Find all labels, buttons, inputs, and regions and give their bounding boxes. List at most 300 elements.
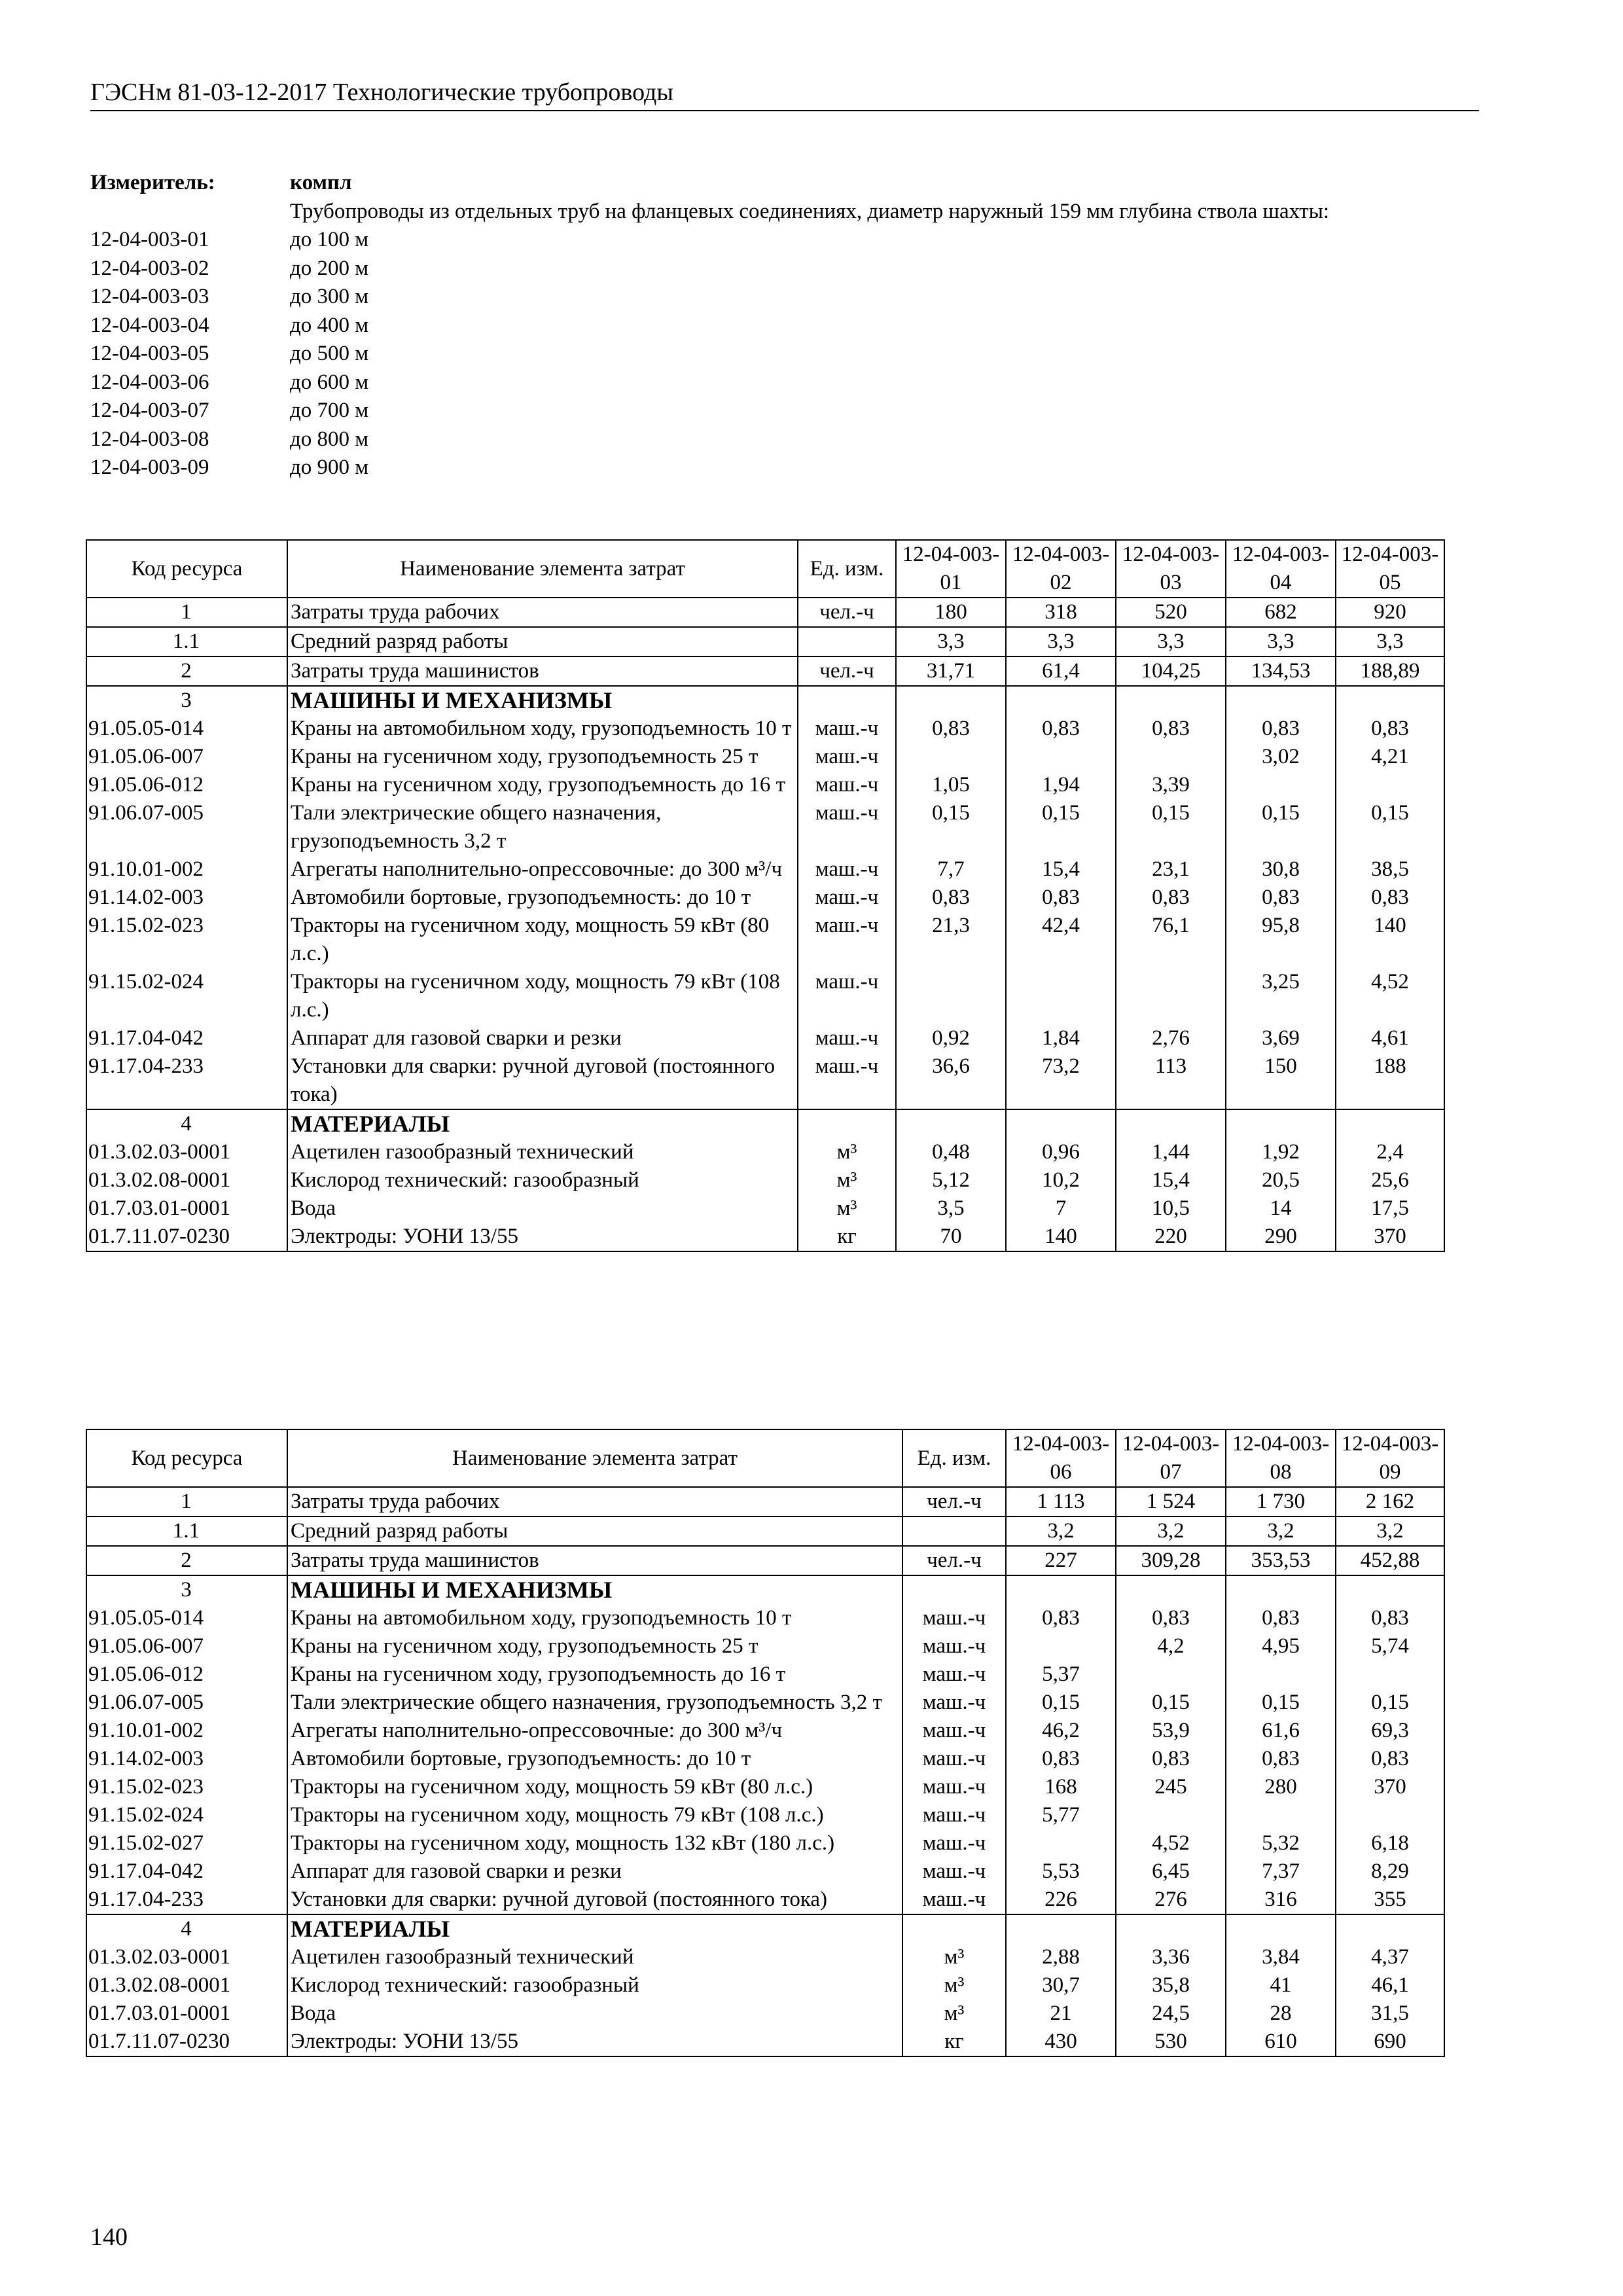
unit-of-measure: маш.-ч bbox=[902, 1604, 1006, 1632]
unit-of-measure: маш.-ч bbox=[902, 1886, 1006, 1914]
value-cell: 3,36 bbox=[1116, 1943, 1226, 1971]
value-cell: 5,77 bbox=[1006, 1801, 1116, 1829]
resource-code: 01.3.02.03-0001 bbox=[86, 1138, 287, 1166]
cost-element-name: МАТЕРИАЛЫ bbox=[287, 1914, 902, 1943]
value-cell: 3,2 bbox=[1006, 1516, 1116, 1546]
value-cell: 46,2 bbox=[1006, 1717, 1116, 1745]
resource-code: 2 bbox=[86, 656, 287, 686]
column-header: Код ресурса bbox=[86, 540, 287, 598]
resource-code: 91.05.06-012 bbox=[86, 1660, 287, 1689]
resource-code: 01.3.02.08-0001 bbox=[86, 1166, 287, 1194]
cost-element-name: МАТЕРИАЛЫ bbox=[287, 1109, 798, 1138]
unit-of-measure: маш.-ч bbox=[902, 1801, 1006, 1829]
column-header: 12-04-003-09 bbox=[1336, 1429, 1444, 1487]
unit-of-measure: маш.-ч bbox=[798, 968, 896, 1024]
value-cell: 3,5 bbox=[896, 1194, 1006, 1223]
resource-code: 91.15.02-023 bbox=[86, 912, 287, 968]
meter-item-text: до 900 м bbox=[290, 456, 369, 479]
cost-element-name: Агрегаты наполнительно-опрессовочные: до 300 м³/ч bbox=[287, 855, 798, 884]
value-cell: 0,15 bbox=[1226, 1689, 1336, 1717]
value-cell: 70 bbox=[896, 1223, 1006, 1251]
meter-item bbox=[90, 312, 1479, 340]
resource-code: 01.7.03.01-0001 bbox=[86, 1194, 287, 1223]
cost-element-name: Краны на гусеничном ходу, грузоподъемность 25 т bbox=[287, 1632, 902, 1660]
meter-item bbox=[90, 368, 1479, 397]
value-cell: 3,3 bbox=[1336, 627, 1444, 656]
resource-code: 91.05.06-007 bbox=[86, 1632, 287, 1660]
value-cell: 3,2 bbox=[1116, 1516, 1226, 1546]
unit-of-measure: м³ bbox=[798, 1194, 896, 1223]
value-cell: 276 bbox=[1116, 1886, 1226, 1914]
value-cell: 8,29 bbox=[1336, 1857, 1444, 1886]
value-cell: 7,7 bbox=[896, 855, 1006, 884]
value-cell: 682 bbox=[1226, 598, 1336, 627]
meter-item-code: 12-04-003-03 bbox=[90, 285, 209, 308]
value-cell: 0,15 bbox=[1116, 1689, 1226, 1717]
value-cell: 188,89 bbox=[1336, 656, 1444, 686]
value-cell: 3,39 bbox=[1116, 771, 1226, 799]
unit-of-measure bbox=[902, 1516, 1006, 1546]
cost-element-name: Тракторы на гусеничном ходу, мощность 79 кВт (108 л.с.) bbox=[287, 1801, 902, 1829]
unit-of-measure: маш.-ч bbox=[798, 715, 896, 743]
cost-element-name: МАШИНЫ И МЕХАНИЗМЫ bbox=[287, 686, 798, 715]
value-cell bbox=[1006, 1632, 1116, 1660]
value-cell: 3,3 bbox=[896, 627, 1006, 656]
unit-of-measure: м³ bbox=[902, 2000, 1006, 2028]
resource-code: 1 bbox=[86, 598, 287, 627]
table-row bbox=[86, 855, 1444, 884]
meter-item-text: до 800 м bbox=[290, 427, 369, 451]
value-cell: 0,83 bbox=[1116, 1745, 1226, 1773]
value-cell: 226 bbox=[1006, 1886, 1116, 1914]
cost-element-name: Краны на гусеничном ходу, грузоподъемность 25 т bbox=[287, 743, 798, 771]
meter-unit: компл bbox=[290, 171, 352, 194]
meter-row bbox=[90, 169, 1479, 198]
cost-element-name: Аппарат для газовой сварки и резки bbox=[287, 1024, 798, 1052]
unit-of-measure: чел.-ч bbox=[902, 1487, 1006, 1516]
meter-item bbox=[90, 425, 1479, 454]
value-cell: 227 bbox=[1006, 1546, 1116, 1575]
value-cell: 0,83 bbox=[1006, 1745, 1116, 1773]
table-row bbox=[86, 715, 1444, 743]
table-row bbox=[86, 1604, 1444, 1632]
cost-element-name: Тали электрические общего назначения, грузоподъемность 3,2 т bbox=[287, 799, 798, 855]
table-row bbox=[86, 1546, 1444, 1575]
resource-code: 1.1 bbox=[86, 1516, 287, 1546]
column-header: 12-04-003-05 bbox=[1336, 540, 1444, 598]
value-cell bbox=[1006, 743, 1116, 771]
resource-code: 91.15.02-023 bbox=[86, 1773, 287, 1801]
value-cell: 5,32 bbox=[1226, 1829, 1336, 1857]
value-cell: 7,37 bbox=[1226, 1857, 1336, 1886]
value-cell: 61,6 bbox=[1226, 1717, 1336, 1745]
table-row bbox=[86, 771, 1444, 799]
resource-code: 01.7.11.07-0230 bbox=[86, 2028, 287, 2056]
meter-item-text: до 200 м bbox=[290, 256, 369, 280]
value-cell: 0,83 bbox=[1116, 1604, 1226, 1632]
resource-code: 91.05.05-014 bbox=[86, 1604, 287, 1632]
cost-element-name: Установки для сварки: ручной дуговой (постоянного тока) bbox=[287, 1886, 902, 1914]
value-cell bbox=[1006, 968, 1116, 1024]
column-header: 12-04-003-06 bbox=[1006, 1429, 1116, 1487]
table-row bbox=[86, 686, 1444, 715]
cost-element-name: Электроды: УОНИ 13/55 bbox=[287, 1223, 798, 1251]
value-cell: 4,52 bbox=[1116, 1829, 1226, 1857]
cost-element-name: Краны на гусеничном ходу, грузоподъемность до 16 т bbox=[287, 771, 798, 799]
value-cell: 290 bbox=[1226, 1223, 1336, 1251]
value-cell: 0,83 bbox=[1226, 1745, 1336, 1773]
table-row bbox=[86, 1857, 1444, 1886]
resource-table-2 bbox=[86, 1429, 1445, 2057]
value-cell: 0,83 bbox=[896, 884, 1006, 912]
value-cell: 0,83 bbox=[1006, 884, 1116, 912]
resource-code: 91.14.02-003 bbox=[86, 1745, 287, 1773]
value-cell bbox=[1116, 1801, 1226, 1829]
table-row bbox=[86, 968, 1444, 1024]
unit-of-measure bbox=[798, 1109, 896, 1138]
value-cell: 430 bbox=[1006, 2028, 1116, 2056]
column-header: 12-04-003-01 bbox=[896, 540, 1006, 598]
unit-of-measure: маш.-ч bbox=[902, 1632, 1006, 1660]
value-cell: 3,3 bbox=[1226, 627, 1336, 656]
value-cell bbox=[1006, 1575, 1116, 1604]
value-cell: 0,96 bbox=[1006, 1138, 1116, 1166]
value-cell bbox=[1336, 686, 1444, 715]
table-row bbox=[86, 598, 1444, 627]
value-cell: 28 bbox=[1226, 2000, 1336, 2028]
value-cell: 3,84 bbox=[1226, 1943, 1336, 1971]
table-row bbox=[86, 1943, 1444, 1971]
value-cell: 0,83 bbox=[1226, 884, 1336, 912]
unit-of-measure bbox=[902, 1575, 1006, 1604]
resource-code: 91.17.04-042 bbox=[86, 1024, 287, 1052]
meter-item-code: 12-04-003-01 bbox=[90, 228, 209, 251]
value-cell: 0,83 bbox=[1116, 884, 1226, 912]
resource-code: 2 bbox=[86, 1546, 287, 1575]
cost-element-name: Тракторы на гусеничном ходу, мощность 132 кВт (180 л.с.) bbox=[287, 1829, 902, 1857]
value-cell: 69,3 bbox=[1336, 1717, 1444, 1745]
value-cell: 17,5 bbox=[1336, 1194, 1444, 1223]
value-cell bbox=[896, 743, 1006, 771]
meter-item-code: 12-04-003-05 bbox=[90, 342, 209, 365]
value-cell bbox=[1336, 771, 1444, 799]
value-cell: 0,15 bbox=[1006, 1689, 1116, 1717]
value-cell: 5,53 bbox=[1006, 1857, 1116, 1886]
value-cell bbox=[1006, 686, 1116, 715]
value-cell: 35,8 bbox=[1116, 1971, 1226, 2000]
value-cell: 0,15 bbox=[1336, 1689, 1444, 1717]
value-cell: 15,4 bbox=[1006, 855, 1116, 884]
value-cell: 530 bbox=[1116, 2028, 1226, 2056]
resource-code: 1 bbox=[86, 1487, 287, 1516]
unit-of-measure: маш.-ч bbox=[902, 1717, 1006, 1745]
table-row bbox=[86, 1223, 1444, 1251]
value-cell: 4,2 bbox=[1116, 1632, 1226, 1660]
resource-code: 91.15.02-027 bbox=[86, 1829, 287, 1857]
cost-element-name: Тракторы на гусеничном ходу, мощность 59 кВт (80 л.с.) bbox=[287, 912, 798, 968]
unit-of-measure: маш.-ч bbox=[902, 1773, 1006, 1801]
value-cell: 0,83 bbox=[1226, 715, 1336, 743]
value-cell: 73,2 bbox=[1006, 1052, 1116, 1109]
cost-element-name: Кислород технический: газообразный bbox=[287, 1166, 798, 1194]
value-cell bbox=[1226, 1575, 1336, 1604]
value-cell: 53,9 bbox=[1116, 1717, 1226, 1745]
value-cell bbox=[1116, 1109, 1226, 1138]
resource-code: 91.15.02-024 bbox=[86, 968, 287, 1024]
value-cell: 3,3 bbox=[1006, 627, 1116, 656]
resource-code: 91.05.06-012 bbox=[86, 771, 287, 799]
value-cell: 2 162 bbox=[1336, 1487, 1444, 1516]
value-cell: 20,5 bbox=[1226, 1166, 1336, 1194]
value-cell: 134,53 bbox=[1226, 656, 1336, 686]
value-cell: 5,74 bbox=[1336, 1632, 1444, 1660]
value-cell: 42,4 bbox=[1006, 912, 1116, 968]
table-header-row bbox=[86, 1429, 1444, 1487]
resource-code: 91.10.01-002 bbox=[86, 855, 287, 884]
column-header: Код ресурса bbox=[86, 1429, 287, 1487]
cost-element-name: МАШИНЫ И МЕХАНИЗМЫ bbox=[287, 1575, 902, 1604]
column-header: 12-04-003-08 bbox=[1226, 1429, 1336, 1487]
value-cell: 0,92 bbox=[896, 1024, 1006, 1052]
meter-item-text: до 500 м bbox=[290, 342, 369, 365]
cost-element-name: Автомобили бортовые, грузоподъемность: до 10 т bbox=[287, 1745, 902, 1773]
table-row bbox=[86, 884, 1444, 912]
value-cell: 25,6 bbox=[1336, 1166, 1444, 1194]
cost-element-name: Электроды: УОНИ 13/55 bbox=[287, 2028, 902, 2056]
value-cell: 370 bbox=[1336, 1773, 1444, 1801]
unit-of-measure: маш.-ч bbox=[798, 799, 896, 855]
meter-item bbox=[90, 283, 1479, 312]
value-cell: 31,5 bbox=[1336, 2000, 1444, 2028]
value-cell bbox=[1116, 743, 1226, 771]
cost-element-name: Установки для сварки: ручной дуговой (постоянного тока) bbox=[287, 1052, 798, 1109]
value-cell: 0,83 bbox=[896, 715, 1006, 743]
value-cell: 188 bbox=[1336, 1052, 1444, 1109]
unit-of-measure: маш.-ч bbox=[902, 1660, 1006, 1689]
resource-code: 3 bbox=[86, 686, 287, 715]
unit-of-measure: маш.-ч bbox=[902, 1857, 1006, 1886]
resource-code: 4 bbox=[86, 1109, 287, 1138]
value-cell: 3,02 bbox=[1226, 743, 1336, 771]
unit-of-measure: м³ bbox=[902, 1971, 1006, 2000]
value-cell bbox=[1336, 1914, 1444, 1943]
cost-element-name: Затраты труда машинистов bbox=[287, 656, 798, 686]
value-cell: 0,83 bbox=[1006, 1604, 1116, 1632]
meter-item-text: до 400 м bbox=[290, 313, 369, 337]
cost-element-name: Аппарат для газовой сварки и резки bbox=[287, 1857, 902, 1886]
cost-element-name: Краны на автомобильном ходу, грузоподъемность 10 т bbox=[287, 715, 798, 743]
value-cell: 41 bbox=[1226, 1971, 1336, 2000]
table-row bbox=[86, 1801, 1444, 1829]
meter-item bbox=[90, 226, 1479, 255]
column-header: 12-04-003-02 bbox=[1006, 540, 1116, 598]
value-cell: 3,25 bbox=[1226, 968, 1336, 1024]
cost-element-name: Тракторы на гусеничном ходу, мощность 79 кВт (108 л.с.) bbox=[287, 968, 798, 1024]
value-cell bbox=[896, 968, 1006, 1024]
value-cell: 1,84 bbox=[1006, 1024, 1116, 1052]
column-header: Наименование элемента затрат bbox=[287, 1429, 902, 1487]
unit-of-measure: маш.-ч bbox=[798, 855, 896, 884]
table-row bbox=[86, 1109, 1444, 1138]
unit-of-measure: кг bbox=[798, 1223, 896, 1251]
value-cell: 610 bbox=[1226, 2028, 1336, 2056]
unit-of-measure: чел.-ч bbox=[798, 656, 896, 686]
value-cell bbox=[1336, 1575, 1444, 1604]
value-cell: 353,53 bbox=[1226, 1546, 1336, 1575]
meter-item-text: до 700 м bbox=[290, 399, 369, 422]
value-cell bbox=[1336, 1109, 1444, 1138]
value-cell: 920 bbox=[1336, 598, 1444, 627]
value-cell: 0,83 bbox=[1006, 715, 1116, 743]
value-cell bbox=[1226, 686, 1336, 715]
value-cell bbox=[1116, 686, 1226, 715]
value-cell: 3,3 bbox=[1116, 627, 1226, 656]
value-cell: 15,4 bbox=[1116, 1166, 1226, 1194]
value-cell: 140 bbox=[1336, 912, 1444, 968]
table-row bbox=[86, 1024, 1444, 1052]
value-cell: 0,15 bbox=[1336, 799, 1444, 855]
value-cell: 31,71 bbox=[896, 656, 1006, 686]
value-cell: 140 bbox=[1006, 1223, 1116, 1251]
value-cell: 6,18 bbox=[1336, 1829, 1444, 1857]
table-row bbox=[86, 1886, 1444, 1914]
cost-element-name: Кислород технический: газообразный bbox=[287, 1971, 902, 2000]
meter-item-code: 12-04-003-06 bbox=[90, 370, 209, 394]
resource-code: 4 bbox=[86, 1914, 287, 1943]
meter-label: Измеритель: bbox=[90, 171, 215, 194]
value-cell: 309,28 bbox=[1116, 1546, 1226, 1575]
value-cell: 690 bbox=[1336, 2028, 1444, 2056]
value-cell: 1,44 bbox=[1116, 1138, 1226, 1166]
value-cell: 4,61 bbox=[1336, 1024, 1444, 1052]
meter-description: Трубопроводы из отдельных труб на фланцевых соединениях, диаметр наружный 159 мм глубина ствола шахты: bbox=[290, 199, 1330, 223]
value-cell bbox=[1336, 1660, 1444, 1689]
meter-block bbox=[90, 169, 1479, 482]
value-cell: 0,15 bbox=[896, 799, 1006, 855]
value-cell bbox=[1116, 1914, 1226, 1943]
unit-of-measure bbox=[798, 627, 896, 656]
value-cell: 452,88 bbox=[1336, 1546, 1444, 1575]
resource-code: 91.06.07-005 bbox=[86, 1689, 287, 1717]
value-cell: 1,92 bbox=[1226, 1138, 1336, 1166]
column-header: 12-04-003-03 bbox=[1116, 540, 1226, 598]
resource-code: 91.14.02-003 bbox=[86, 884, 287, 912]
meter-item bbox=[90, 454, 1479, 482]
table-row bbox=[86, 1052, 1444, 1109]
cost-element-name: Ацетилен газообразный технический bbox=[287, 1138, 798, 1166]
value-cell: 38,5 bbox=[1336, 855, 1444, 884]
value-cell: 4,21 bbox=[1336, 743, 1444, 771]
value-cell: 245 bbox=[1116, 1773, 1226, 1801]
value-cell: 5,37 bbox=[1006, 1660, 1116, 1689]
cost-element-name: Краны на автомобильном ходу, грузоподъемность 10 т bbox=[287, 1604, 902, 1632]
cost-element-name: Средний разряд работы bbox=[287, 627, 798, 656]
resource-code: 3 bbox=[86, 1575, 287, 1604]
value-cell bbox=[1116, 1660, 1226, 1689]
value-cell: 316 bbox=[1226, 1886, 1336, 1914]
unit-of-measure: чел.-ч bbox=[798, 598, 896, 627]
value-cell: 76,1 bbox=[1116, 912, 1226, 968]
value-cell: 0,83 bbox=[1336, 715, 1444, 743]
column-header: Ед. изм. bbox=[902, 1429, 1006, 1487]
meter-item-code: 12-04-003-07 bbox=[90, 399, 209, 422]
unit-of-measure: маш.-ч bbox=[902, 1829, 1006, 1857]
value-cell: 280 bbox=[1226, 1773, 1336, 1801]
value-cell: 10,2 bbox=[1006, 1166, 1116, 1194]
unit-of-measure: чел.-ч bbox=[902, 1546, 1006, 1575]
unit-of-measure: м³ bbox=[902, 1943, 1006, 1971]
cost-element-name: Затраты труда рабочих bbox=[287, 1487, 902, 1516]
value-cell: 0,83 bbox=[1116, 715, 1226, 743]
unit-of-measure: маш.-ч bbox=[902, 1689, 1006, 1717]
value-cell: 30,8 bbox=[1226, 855, 1336, 884]
value-cell: 3,2 bbox=[1336, 1516, 1444, 1546]
value-cell: 6,45 bbox=[1116, 1857, 1226, 1886]
value-cell: 10,5 bbox=[1116, 1194, 1226, 1223]
value-cell: 1 730 bbox=[1226, 1487, 1336, 1516]
column-header: 12-04-003-07 bbox=[1116, 1429, 1226, 1487]
unit-of-measure: маш.-ч bbox=[798, 912, 896, 968]
table-row bbox=[86, 1166, 1444, 1194]
column-header: Наименование элемента затрат bbox=[287, 540, 798, 598]
value-cell: 0,83 bbox=[1226, 1604, 1336, 1632]
value-cell: 0,48 bbox=[896, 1138, 1006, 1166]
meter-item-code: 12-04-003-09 bbox=[90, 456, 209, 479]
unit-of-measure: маш.-ч bbox=[798, 1024, 896, 1052]
page-number: 140 bbox=[90, 2223, 128, 2251]
resource-code: 91.17.04-233 bbox=[86, 1886, 287, 1914]
value-cell bbox=[1336, 1801, 1444, 1829]
unit-of-measure: кг bbox=[902, 2028, 1006, 2056]
table-header-row bbox=[86, 540, 1444, 598]
table-row bbox=[86, 2028, 1444, 2056]
value-cell: 0,15 bbox=[1226, 799, 1336, 855]
value-cell: 36,6 bbox=[896, 1052, 1006, 1109]
value-cell bbox=[1006, 1914, 1116, 1943]
value-cell: 4,95 bbox=[1226, 1632, 1336, 1660]
value-cell: 0,83 bbox=[1336, 884, 1444, 912]
unit-of-measure bbox=[798, 686, 896, 715]
resource-code: 01.3.02.08-0001 bbox=[86, 1971, 287, 2000]
value-cell: 95,8 bbox=[1226, 912, 1336, 968]
column-header: 12-04-003-04 bbox=[1226, 540, 1336, 598]
cost-element-name: Агрегаты наполнительно-опрессовочные: до 300 м³/ч bbox=[287, 1717, 902, 1745]
value-cell: 21,3 bbox=[896, 912, 1006, 968]
value-cell: 4,37 bbox=[1336, 1943, 1444, 1971]
resource-code: 01.7.03.01-0001 bbox=[86, 2000, 287, 2028]
value-cell: 520 bbox=[1116, 598, 1226, 627]
table-row bbox=[86, 1516, 1444, 1546]
meter-item-list bbox=[90, 226, 1479, 482]
unit-of-measure: м³ bbox=[798, 1166, 896, 1194]
value-cell: 24,5 bbox=[1116, 2000, 1226, 2028]
resource-code: 01.7.11.07-0230 bbox=[86, 1223, 287, 1251]
table-row bbox=[86, 1914, 1444, 1943]
value-cell: 168 bbox=[1006, 1773, 1116, 1801]
resource-code: 01.3.02.03-0001 bbox=[86, 1943, 287, 1971]
value-cell bbox=[896, 1109, 1006, 1138]
cost-element-name: Автомобили бортовые, грузоподъемность: до 10 т bbox=[287, 884, 798, 912]
unit-of-measure: м³ bbox=[798, 1138, 896, 1166]
resource-code: 91.10.01-002 bbox=[86, 1717, 287, 1745]
table-row bbox=[86, 743, 1444, 771]
table-row bbox=[86, 1138, 1444, 1166]
cost-element-name: Ацетилен газообразный технический bbox=[287, 1943, 902, 1971]
value-cell: 46,1 bbox=[1336, 1971, 1444, 2000]
value-cell: 23,1 bbox=[1116, 855, 1226, 884]
value-cell bbox=[1006, 1829, 1116, 1857]
value-cell: 370 bbox=[1336, 1223, 1444, 1251]
